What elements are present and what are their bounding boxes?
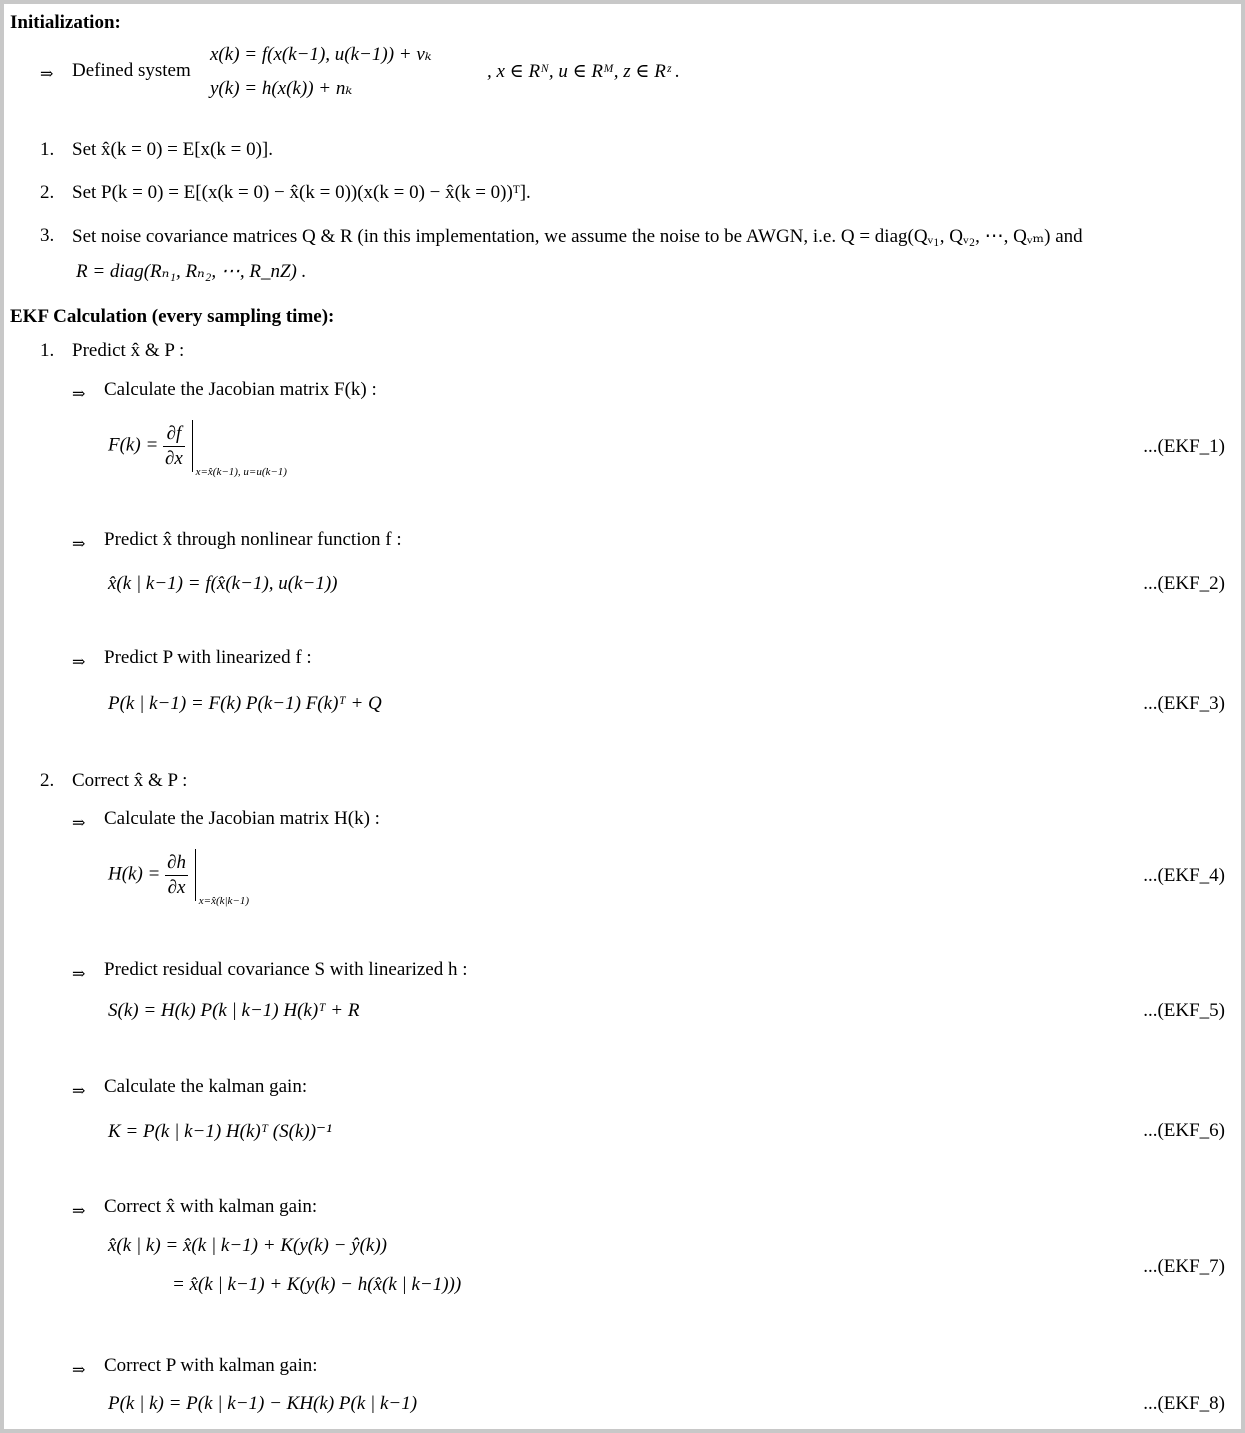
ekf4-tag: ...(EKF_4) <box>1143 865 1225 886</box>
init-step-number: 2. <box>40 182 55 203</box>
ekf7-label: Correct x̂ with kalman gain: <box>104 1196 318 1217</box>
ekf3-equation: P(k | k−1) = F(k) P(k−1) F(k)ᵀ + Q <box>108 693 382 714</box>
ekf1-lhs: F(k) = <box>108 434 159 456</box>
ekf5-label: Predict residual covariance S with linearized h : <box>104 959 468 980</box>
init-step-3-continued: R = diag(Rₙ₁, Rₙ₂, ⋯, R_nZ) . <box>76 261 307 282</box>
implies-arrow: ⇒ <box>72 1203 86 1220</box>
ekf8-equation: P(k | k) = P(k | k−1) − KH(k) P(k | k−1) <box>108 1393 418 1414</box>
ekf8-label: Correct P with kalman gain: <box>104 1355 318 1376</box>
ekf1-numerator: ∂f <box>163 422 185 447</box>
ekf2-tag: ...(EKF_2) <box>1143 573 1225 594</box>
predict-step-number: 1. <box>40 340 55 361</box>
ekf5-equation: S(k) = H(k) P(k | k−1) H(k)ᵀ + R <box>108 1000 360 1021</box>
init-step-number: 1. <box>40 139 55 160</box>
ekf1-fraction <box>163 422 185 471</box>
system-y-equation: y(k) = h(x(k)) + nₖ <box>210 78 353 99</box>
init-step-2: Set P(k = 0) = E[(x(k = 0) − x̂(k = 0))(x(k = 0) − x̂(k = 0))ᵀ]. <box>72 182 531 203</box>
ekf3-label: Predict P with linearized f : <box>104 647 312 668</box>
ekf4-fraction <box>165 851 188 900</box>
implies-arrow: ⇒ <box>72 386 86 403</box>
correct-step-number: 2. <box>40 770 55 791</box>
implies-arrow: ⇒ <box>40 66 54 83</box>
ekf4-lhs: H(k) = <box>108 863 161 885</box>
ekf-heading: EKF Calculation (every sampling time): <box>10 306 335 327</box>
implies-arrow: ⇒ <box>72 536 86 553</box>
ekf1-tag: ...(EKF_1) <box>1143 436 1225 457</box>
ekf5-tag: ...(EKF_5) <box>1143 1000 1225 1021</box>
ekf8-tag: ...(EKF_8) <box>1143 1393 1225 1414</box>
initialization-heading: Initialization: <box>10 12 121 33</box>
ekf3-tag: ...(EKF_3) <box>1143 693 1225 714</box>
defined-system-label: Defined system <box>72 60 191 81</box>
ekf7-equation-line2: = x̂(k | k−1) + K(y(k) − h(x̂(k | k−1))) <box>172 1274 462 1295</box>
ekf6-tag: ...(EKF_6) <box>1143 1120 1225 1141</box>
system-equations <box>210 38 432 106</box>
ekf6-label: Calculate the kalman gain: <box>104 1076 308 1097</box>
implies-arrow: ⇒ <box>72 966 86 983</box>
ekf4-equation <box>108 849 250 907</box>
ekf6-equation: K = P(k | k−1) H(k)ᵀ (S(k))⁻¹ <box>108 1121 332 1142</box>
predict-step-title: Predict x̂ & P : <box>72 340 185 361</box>
ekf4-label: Calculate the Jacobian matrix H(k) : <box>104 808 380 829</box>
ekf1-denominator: ∂x <box>165 447 183 469</box>
ekf1-label: Calculate the Jacobian matrix F(k) : <box>104 379 377 400</box>
ekf2-equation: x̂(k | k−1) = f(x̂(k−1), u(k−1)) <box>108 573 338 594</box>
ekf4-eval-point: x=x̂(k|k−1) <box>198 895 250 907</box>
ekf2-label: Predict x̂ through nonlinear function f : <box>104 529 402 550</box>
implies-arrow: ⇒ <box>72 1083 86 1100</box>
correct-step-title: Correct x̂ & P : <box>72 770 188 791</box>
init-step-number: 3. <box>40 225 55 246</box>
system-x-equation: x(k) = f(x(k−1), u(k−1)) + vₖ <box>210 44 432 65</box>
implies-arrow: ⇒ <box>72 815 86 832</box>
ekf7-tag: ...(EKF_7) <box>1143 1256 1225 1277</box>
ekf1-eval-point: x=x̂(k−1), u=u(k−1) <box>195 466 287 478</box>
ekf4-numerator: ∂h <box>165 851 188 876</box>
init-step-3: Set noise covariance matrices Q & R (in this implementation, we assume the noise to be AWGN, i.e. Q = diag(Qᵥ₁, Qᵥ₂, ⋯, Qᵥₘ) and <box>72 226 1083 247</box>
ekf4-evaluation-bar <box>195 849 250 907</box>
ekf1-evaluation-bar <box>192 420 287 478</box>
system-domain: , x ∈ Rᴺ, u ∈ Rᴹ, z ∈ Rᶻ . <box>487 61 680 82</box>
init-step-1: Set x̂(k = 0) = E[x(k = 0)]. <box>72 139 273 160</box>
implies-arrow: ⇒ <box>72 1362 86 1379</box>
implies-arrow: ⇒ <box>72 654 86 671</box>
ekf1-equation <box>108 420 287 478</box>
ekf4-denominator: ∂x <box>167 876 186 898</box>
ekf7-equation-line1: x̂(k | k) = x̂(k | k−1) + K(y(k) − ŷ(k)) <box>108 1235 388 1256</box>
